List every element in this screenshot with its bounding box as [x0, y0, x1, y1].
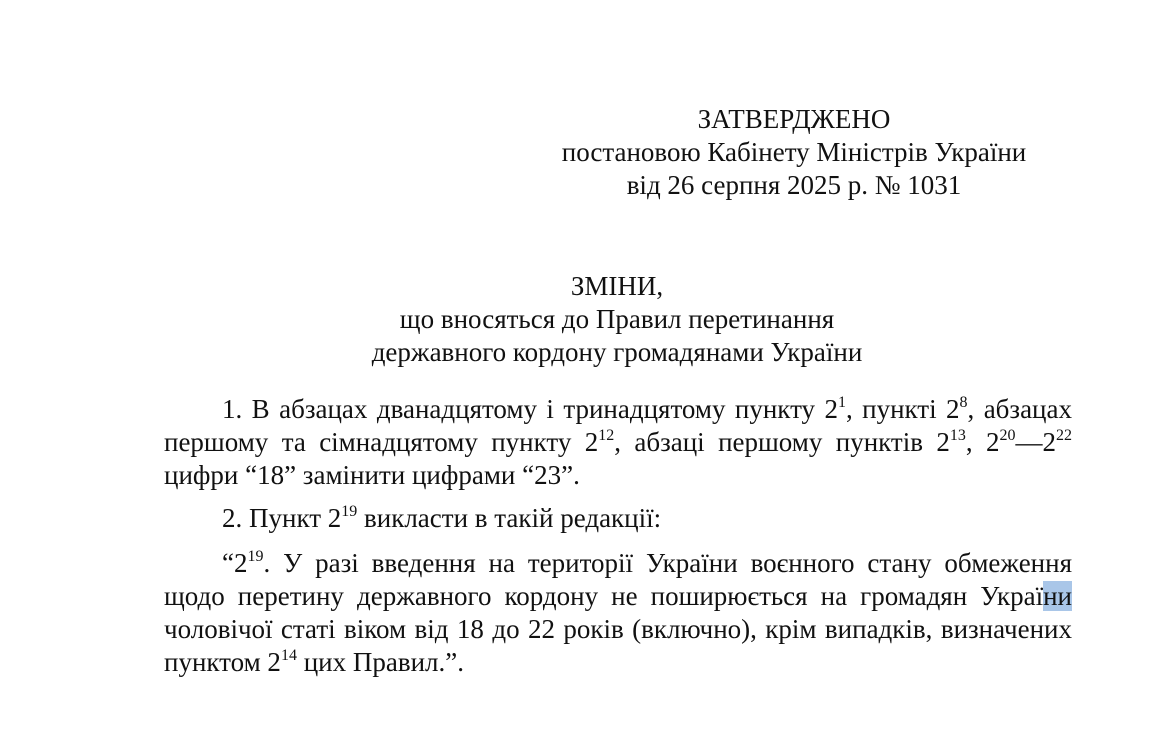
approval-heading: ЗАТВЕРДЖЕНО — [697, 104, 891, 134]
superscript: 19 — [247, 548, 264, 565]
superscript: 12 — [598, 427, 615, 444]
paragraph-1-text: 1. В абзацах дванадцятому і тринадцятому пункту 2 — [222, 394, 838, 424]
superscript: 13 — [949, 427, 966, 444]
paragraph-3-text: чоловічої статі віком від 18 до 22 років (включно), крім випадків, визначених пунктом 2 — [164, 614, 1072, 677]
document-title — [164, 270, 1070, 369]
paragraph-1-text: , пункті 2 — [845, 394, 960, 424]
text-selection-highlight[interactable]: ни — [1043, 581, 1072, 611]
paragraph-2-text: 2. Пункт 2 — [222, 503, 342, 533]
superscript: 20 — [999, 427, 1016, 444]
paragraph-1-text: цифри “18” замінити цифрами “23”. — [164, 460, 580, 490]
title-subtitle-line2: державного кордону громадянами України — [371, 337, 863, 367]
title-heading: ЗМІНИ, — [570, 271, 664, 301]
title-subtitle-line1: що вносяться до Правил перетинання — [399, 304, 835, 334]
paragraph-1-text: , абзаці першому пунктів 2 — [614, 427, 950, 457]
superscript: 14 — [280, 647, 297, 664]
approval-authority: постановою Кабінету Міністрів України — [561, 137, 1027, 167]
paragraph-3-text: . У разі введення на території України воєнного стану обмеження щодо перетину державного кордону не поширюється на громадян Украї — [164, 548, 1072, 611]
paragraph-1 — [164, 393, 1072, 492]
paragraph-3-quote[interactable] — [164, 547, 1072, 679]
superscript: 1 — [837, 394, 846, 411]
paragraph-2-text: викласти в такій редакції: — [357, 503, 662, 533]
superscript: 19 — [341, 503, 358, 520]
paragraph-1-text: , 2 — [965, 427, 1000, 457]
approval-stamp — [520, 103, 1068, 202]
paragraph-2 — [164, 502, 1072, 535]
approval-date: від 26 серпня 2025 р. № 1031 — [626, 170, 962, 200]
paragraph-3-text: “2 — [222, 548, 248, 578]
paragraph-1-text: —2 — [1015, 427, 1057, 457]
superscript: 8 — [959, 394, 968, 411]
superscript: 22 — [1056, 427, 1073, 444]
paragraph-3-text: цих Правил.”. — [296, 647, 464, 677]
paragraph-1-text: , абзацах першому та сімнадцятому пункту 2 — [164, 394, 1072, 457]
